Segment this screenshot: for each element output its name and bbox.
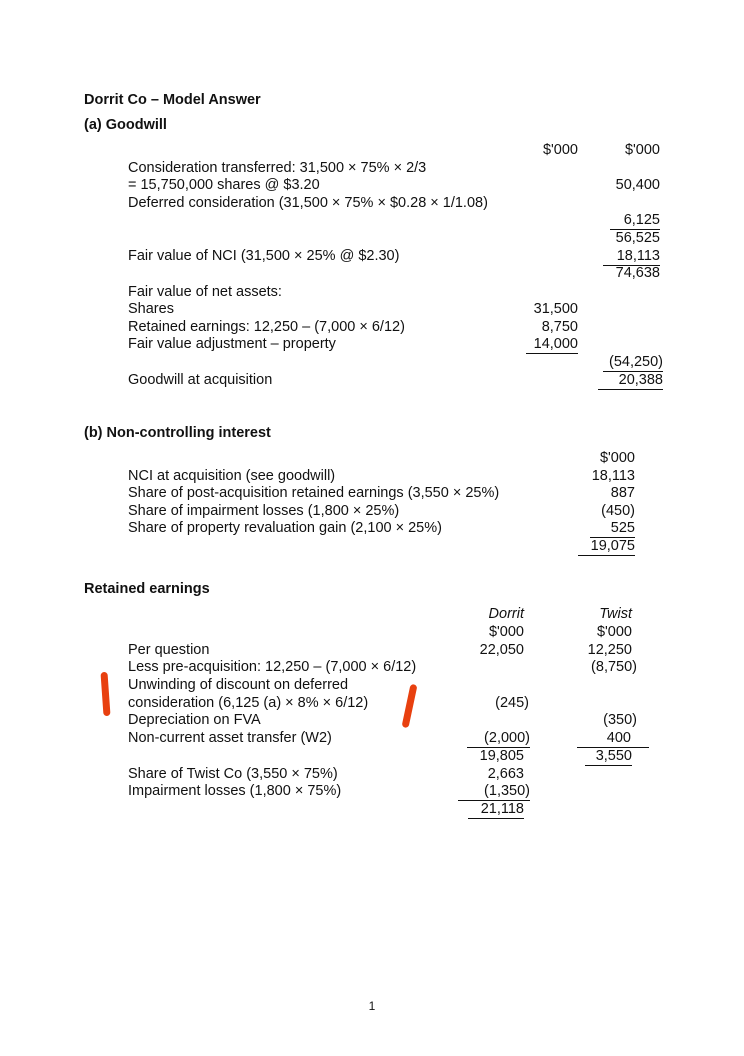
highlight-mark-left: [100, 672, 110, 716]
col-twist-unit: $'000: [596, 624, 632, 640]
consideration-value: 50,400: [615, 177, 660, 193]
nci-total: 19,075: [578, 538, 635, 556]
fair-value-adjustment-label: Fair value adjustment – property: [128, 336, 336, 352]
nci-fair-value: 18,113: [603, 248, 660, 266]
re-asset-transfer-twist: 400: [577, 730, 649, 748]
nci-col-header: $'000: [599, 450, 635, 466]
net-assets-label: Fair value of net assets:: [128, 284, 282, 300]
shares-value: 31,500: [533, 301, 578, 317]
re-row-pre-acquisition: Less pre-acquisition: 12,250 – (7,000 × 6/12): [128, 659, 417, 675]
nci-row-2-value: 887: [610, 485, 635, 501]
nci-row-4-label: Share of property revaluation gain (2,100 × 25%): [128, 520, 442, 536]
col-dorrit-unit: $'000: [488, 624, 524, 640]
re-subtotal-twist: 3,550: [585, 748, 632, 766]
net-assets-value: (54,250): [603, 354, 663, 372]
nci-row-1-value: 18,113: [591, 468, 635, 484]
retained-earnings-heading: Retained earnings: [84, 581, 210, 597]
nci-heading: (b) Non-controlling interest: [84, 425, 271, 441]
re-depreciation-twist: (350): [603, 712, 637, 728]
nci-row-3-label: Share of impairment losses (1,800 × 25%): [128, 503, 400, 519]
goodwill-col1-header: $'000: [542, 142, 578, 158]
goodwill-gross-total: 74,638: [615, 265, 660, 281]
re-unwinding-dorrit: (245): [495, 695, 529, 711]
consideration-line-2: = 15,750,000 shares @ $3.20: [128, 177, 320, 193]
col-dorrit-header: Dorrit: [488, 606, 524, 622]
nci-fair-value-label: Fair value of NCI (31,500 × 25% @ $2.30): [128, 248, 400, 264]
consideration-line-1: Consideration transferred: 31,500 × 75% × 2/3: [128, 160, 427, 176]
re-per-question-dorrit: 22,050: [479, 642, 524, 658]
page-title: Dorrit Co – Model Answer: [84, 92, 261, 108]
re-row-share-of-twist: Share of Twist Co (3,550 × 75%): [128, 766, 338, 782]
re-total-dorrit: 21,118: [468, 801, 524, 819]
deferred-consideration-label: Deferred consideration (31,500 × 75% × $0.28 × 1/1.08): [128, 195, 488, 211]
re-per-question-twist: 12,250: [587, 642, 632, 658]
col-twist-header: Twist: [599, 606, 632, 622]
re-pre-acquisition-twist: (8,750): [591, 659, 637, 675]
retained-earnings-value: 8,750: [541, 319, 578, 335]
nci-row-3-value: (450): [601, 503, 635, 519]
nci-row-2-label: Share of post-acquisition retained earnings (3,550 × 25%): [128, 485, 500, 501]
re-row-impairment: Impairment losses (1,800 × 75%): [128, 783, 342, 799]
highlight-mark-right: [402, 684, 418, 728]
goodwill-at-acquisition-value: 20,388: [598, 372, 663, 390]
re-row-depreciation: Depreciation on FVA: [128, 712, 261, 728]
deferred-consideration-value: 6,125: [610, 212, 660, 230]
goodwill-col2-header: $'000: [624, 142, 660, 158]
goodwill-at-acquisition-label: Goodwill at acquisition: [128, 372, 273, 388]
re-row-unwinding-1: Unwinding of discount on deferred: [128, 677, 349, 693]
fair-value-adjustment-value: 14,000: [526, 336, 578, 354]
re-share-of-twist-dorrit: 2,663: [487, 766, 524, 782]
consideration-subtotal: 56,525: [615, 230, 660, 246]
shares-label: Shares: [128, 301, 174, 317]
nci-row-1-label: NCI at acquisition (see goodwill): [128, 468, 336, 484]
goodwill-heading: (a) Goodwill: [84, 117, 167, 133]
re-impairment-dorrit: (1,350): [458, 783, 530, 801]
re-row-per-question: Per question: [128, 642, 210, 658]
retained-earnings-label: Retained earnings: 12,250 – (7,000 × 6/12): [128, 319, 405, 335]
page-number: 1: [368, 999, 376, 1013]
re-row-asset-transfer: Non-current asset transfer (W2): [128, 730, 332, 746]
nci-row-4-value: 525: [590, 520, 635, 538]
re-row-unwinding-2: consideration (6,125 (a) × 8% × 6/12): [128, 695, 369, 711]
re-subtotal-dorrit: 19,805: [479, 748, 524, 764]
re-asset-transfer-dorrit: (2,000): [467, 730, 530, 748]
